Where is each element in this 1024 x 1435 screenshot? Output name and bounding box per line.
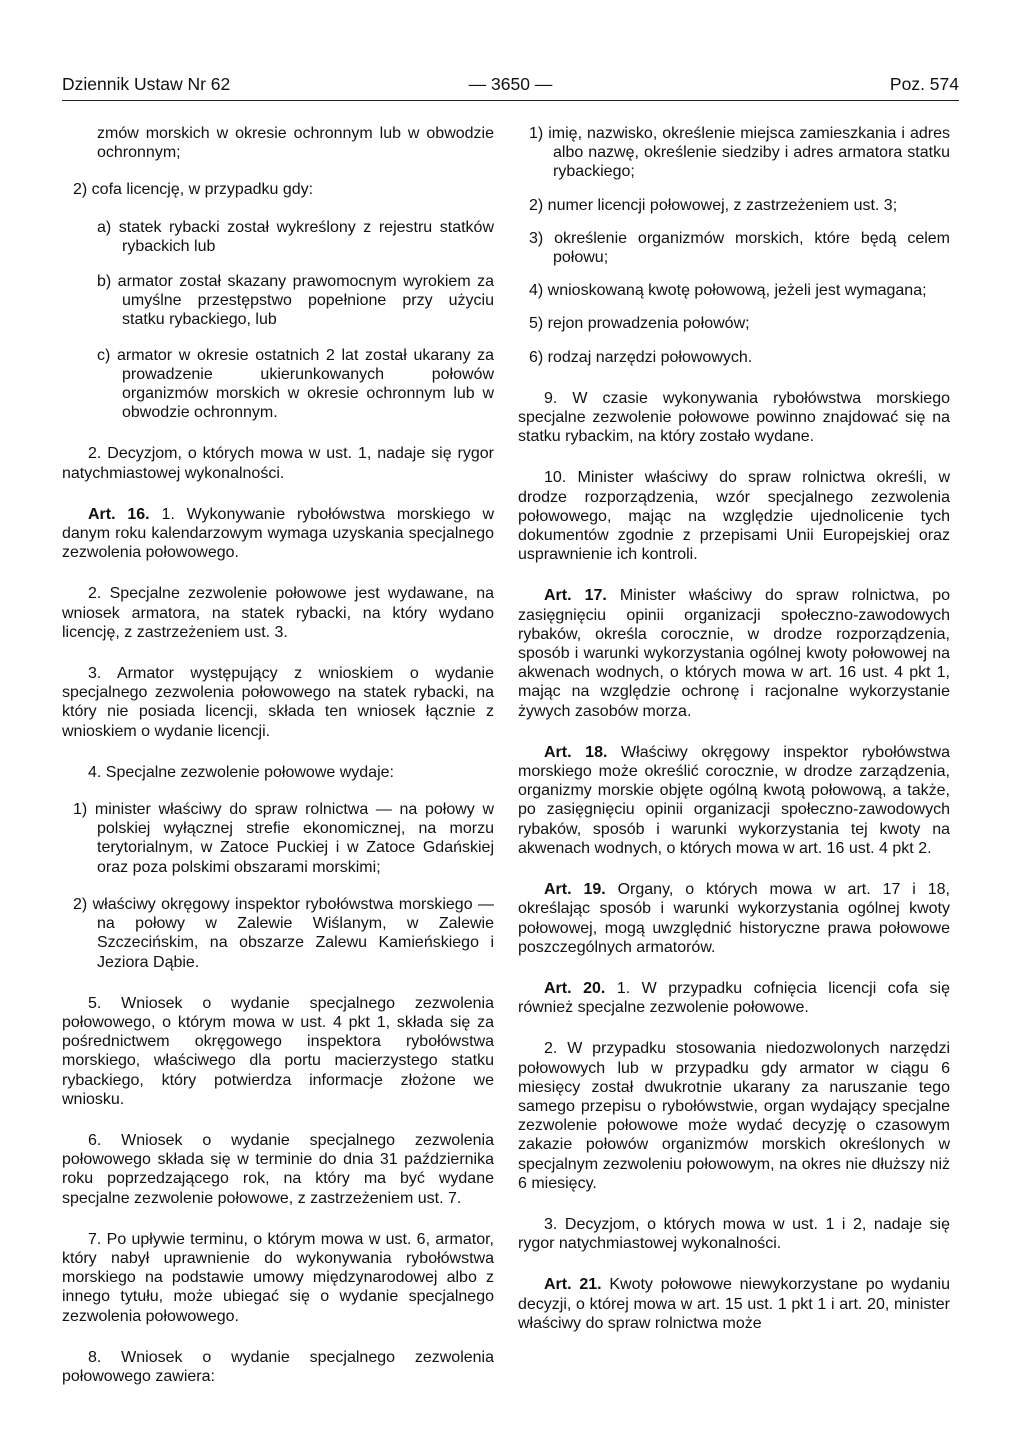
right-column — [518, 124, 950, 1333]
list-item: 1) imię, nazwisko, określenie miejsca zamieszkania i adres albo nazwę, określenie siedziby i adres armatora statku rybackiego; — [529, 125, 950, 181]
paragraph: zmów morskich w okresie ochronnym lub w obwodzie ochronnym; — [97, 125, 494, 162]
list-item: 6) rodzaj narzędzi połowowych. — [529, 348, 753, 366]
journal-title: Dziennik Ustaw Nr 62 — [62, 74, 231, 94]
article-18 — [518, 743, 950, 858]
list-item: 4) wnioskowaną kwotę połowową, jeżeli jest wymagana; — [529, 282, 927, 300]
article-21 — [518, 1275, 950, 1333]
header-divider — [62, 100, 959, 101]
article-label: Art. 16. — [88, 505, 150, 523]
article-text: 1. Wykonywanie rybołówstwa morskiego w danym roku kalendarzowym wymaga uzyskania specjalnego zezwolenia połowowego. — [62, 505, 494, 562]
paragraph: 8. Wniosek o wydanie specjalnego zezwolenia połowowego zawiera: — [62, 1348, 494, 1385]
list-item: 2) właściwy okręgowy inspektor rybołówstwa morskiego — na połowy w Zalewie Wiślanym, w Zalewie Szczecińskim, na obszarze Zalewu Kamieńskiego i Jeziora Dąbie. — [73, 895, 494, 971]
list-item: 3) określenie organizmów morskich, które będą celem połowu; — [529, 229, 950, 267]
article-text: Organy, o których mowa w art. 17 i 18, określając sposób i warunki wykorzystania ogólnej kwoty połowowej, mogą uwzględnić historyczne prawa połowowe poszczególnych armatorów. — [518, 881, 950, 956]
left-column — [62, 124, 494, 1386]
article-label: Art. 21. — [544, 1276, 602, 1294]
paragraph: 7. Po upływie terminu, o którym mowa w ust. 6, armator, który nabył uprawnienie do wykonywania rybołówstwa morskiego na podstawie umowy międzynarodowej albo z innego tytułu, może ubiegać się o wydanie specjalnego zezwolenia połowowego. — [62, 1230, 494, 1325]
paragraph: 6. Wniosek o wydanie specjalnego zezwolenia połowowego składa się w terminie do dnia 31 października roku poprzedzającego rok, na który ma być wydane specjalne zezwolenie połowowe, z zastrzeżeniem ust. 7. — [62, 1131, 494, 1207]
article-16 — [62, 505, 494, 563]
sub-item: a) statek rybacki został wykreślony z rejestru statków rybackich lub — [97, 218, 494, 255]
article-label: Art. 18. — [544, 743, 608, 761]
sub-item: c) armator w okresie ostatnich 2 lat został ukarany za prowadzenie ukierunkowanych połowów organizmów morskich w okresie ochronnym lub w obwodzie ochronnym. — [97, 346, 494, 422]
list-item: 2) cofa licencję, w przypadku gdy: — [73, 181, 314, 199]
paragraph: 2. Decyzjom, o których mowa w ust. 1, nadaje się rygor natychmiastowej wykonalności. — [62, 445, 494, 482]
position-number: Poz. 574 — [889, 74, 959, 94]
paragraph: 5. Wniosek o wydanie specjalnego zezwolenia połowowego, o którym mowa w ust. 4 pkt 1, składa się za pośrednictwem okręgowego inspektora rybołówstwa morskiego, właściwego dla portu macierzystego statku rybackiego, który potwierdza informacje złożone we wniosku. — [62, 994, 494, 1108]
article-text: Minister właściwy do spraw rolnictwa, po zasięgnięciu opinii organizacji społeczno-zawodowych rybaków, określa corocznie, w drodze rozporządzenia, sposób i warunki wykorzystania ogólnej kwoty połowowej na akwenach wodnych, o których mowa w art. 16 ust. 4 pkt 1, mając na względzie ochronę i racjonalne wykorzystanie żywych zasobów morza. — [518, 587, 950, 720]
paragraph: 2. Specjalne zezwolenie połowowe jest wydawane, na wniosek armatora, na statek rybacki, na który wydano licencję, z zastrzeżeniem ust. 3. — [62, 585, 494, 641]
paragraph: 9. W czasie wykonywania rybołówstwa morskiego specjalne zezwolenie połowowe powinno znajdować się na statku rybackim, na który zostało wydane. — [518, 389, 950, 446]
article-20 — [518, 979, 950, 1017]
list-item: 2) numer licencji połowowej, z zastrzeżeniem ust. 3; — [529, 196, 898, 214]
paragraph: 3. Armator występujący z wnioskiem o wydanie specjalnego zezwolenia połowowego na statek rybacki, na który nie posiada licencji, składa ten wniosek łącznie z wnioskiem o wydanie licencji. — [62, 665, 494, 740]
list-item: 5) rejon prowadzenia połowów; — [529, 315, 750, 333]
paragraph: 4. Specjalne zezwolenie połowowe wydaje: — [88, 763, 394, 781]
sub-item: b) armator został skazany prawomocnym wyrokiem za umyślne przestępstwo popełnione przy użyciu statku rybackiego, lub — [97, 273, 494, 329]
article-label: Art. 19. — [544, 881, 606, 899]
page-number: — 3650 — — [468, 74, 553, 94]
article-19 — [518, 880, 950, 957]
article-label: Art. 17. — [544, 587, 607, 605]
article-17 — [518, 586, 950, 720]
list-item: 1) minister właściwy do spraw rolnictwa — na połowy w polskiej wyłącznej strefie ekonomicznej, na morzu terytorialnym, w Zatoce Puckiej i w Zatoce Gdańskiej oraz poza polskimi obszarami morskimi; — [73, 801, 494, 876]
paragraph: 3. Decyzjom, o których mowa w ust. 1 i 2, nadaje się rygor natychmiastowej wykonalności. — [518, 1215, 950, 1253]
article-text: 1. W przypadku cofnięcia licencji cofa się również specjalne zezwolenie połowowe. — [518, 979, 950, 1017]
article-text: Właściwy okręgowy inspektor rybołówstwa morskiego może określić corocznie, w drodze zarządzenia, organizmy morskie objęte ogólną kwotą połowową, a także, po zasięgnięciu opinii organizacji społeczno-zawodowych rybaków, sposób i warunki wykorzystania tej kwoty na akwenach wodnych, o których mowa w art. 16 ust. 4 pkt 2. — [518, 743, 950, 857]
paragraph: 10. Minister właściwy do spraw rolnictwa określi, w drodze rozporządzenia, wzór specjalnego zezwolenia połowowego, mając na względzie ujednolicenie tych dokumentów zgodnie z przepisami Unii Europejskiej oraz usprawnienie ich kontroli. — [518, 469, 950, 564]
paragraph: 2. W przypadku stosowania niedozwolonych narzędzi połowowych lub w przypadku gdy armator w ciągu 6 miesięcy został dwukrotnie ukarany za naruszanie tego samego przepisu o rybołówstwie, organ wydający specjalne zezwolenie połowowe może wydać decyzję o czasowym zakazie połowów organizmów morskich określonych w specjalnym zezwoleniu połowowym, na okres nie dłuższy niż 6 miesięcy. — [518, 1040, 950, 1192]
page-header — [62, 72, 959, 96]
article-text: Kwoty połowowe niewykorzystane po wydaniu decyzji, o której mowa w art. 15 ust. 1 pkt 1 i art. 20, minister właściwy do spraw rolnictwa może — [518, 1276, 950, 1332]
article-label: Art. 20. — [544, 979, 606, 997]
